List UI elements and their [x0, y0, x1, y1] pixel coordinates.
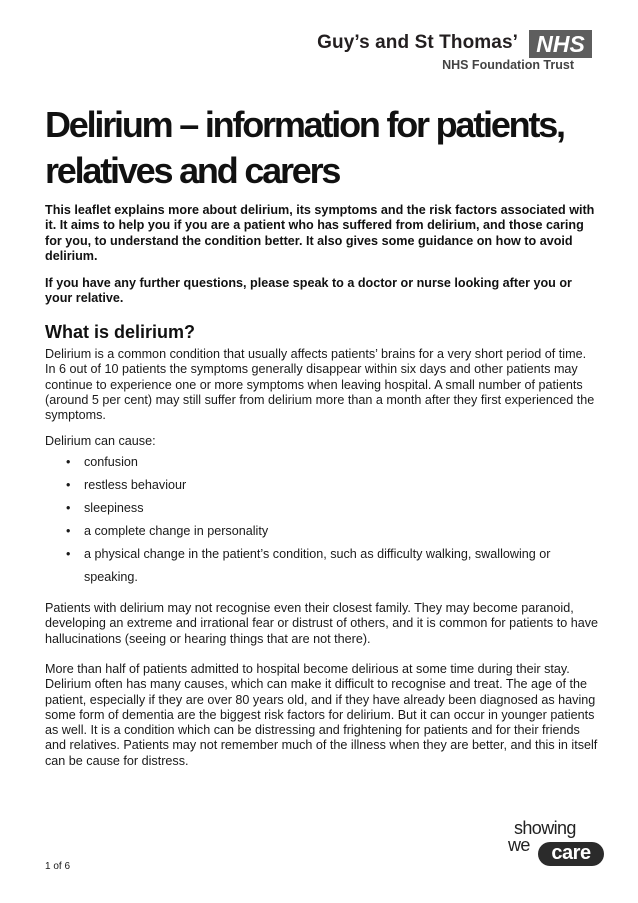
page-title: Delirium – information for patients, relatives and carers [45, 104, 564, 191]
list-item-text: sleepiness [84, 501, 144, 515]
list-item-text: confusion [84, 455, 138, 469]
page-number: 1 of 6 [45, 861, 71, 872]
body-paragraph: More than half of patients admitted to hospital become delirious at some time during their stay. Delirium often has many causes, which can make it difficult to recognise and treat. The age of the patient, especially if they are over 80 years old, and if they have already been diagnosed as having some form of dementia are the biggest risk factors for delirium. But it can occur in younger patients as well. It is a condition which can be distressing and frightening for patients and for their friends and relatives. Patients may not remember much of the illness when they are better, and this in itself can be cause for distress. [45, 662, 598, 768]
body-paragraph: Delirium is a common condition that usually affects patients’ brains for a very short period of time. In 6 out of 10 patients the symptoms generally disappear within six days and other patients may continue to experience one or more symptoms when leaving hospital. A small number of patients (around 5 per cent) may still suffer from delirium more than a month after they first experienced the symptoms. [45, 347, 595, 423]
bullet-icon: • [66, 501, 71, 515]
bullet-icon: • [66, 478, 71, 492]
trust-subtitle: NHS Foundation Trust [442, 58, 574, 72]
nhs-logo-badge: NHS [529, 30, 592, 58]
body-paragraph: Patients with delirium may not recognise even their closest family. They may become paranoid, developing an extreme and irrational fear or distrust of others, and it is common for patients to have hallucinations (seeing or hearing things that are not there). [45, 601, 599, 646]
list-item [45, 543, 600, 589]
bullet-icon: • [66, 455, 71, 469]
list-item-text: restless behaviour [84, 478, 187, 492]
logo-text-showing: showing [514, 818, 576, 838]
trust-name: Guy’s and St Thomas’ [317, 32, 518, 53]
list-item [45, 520, 600, 543]
section-heading: What is delirium? [45, 322, 196, 342]
list-item-text: a physical change in the patient’s condition, such as difficulty walking, swallowing or speaking. [84, 547, 551, 584]
trust-logo [292, 30, 592, 80]
list-intro: Delirium can cause: [45, 434, 156, 448]
list-item [45, 474, 600, 497]
bullet-icon: • [66, 547, 71, 561]
intro-questions-paragraph: If you have any further questions, please speak to a doctor or nurse looking after you or your relative. [45, 276, 572, 306]
symptom-list [45, 451, 600, 589]
logo-text-we: we [508, 835, 530, 855]
logo-text-care: care [538, 842, 604, 866]
list-item-text: a complete change in personality [84, 524, 269, 538]
showing-we-care-logo [508, 818, 608, 872]
list-item [45, 497, 600, 520]
bullet-icon: • [66, 524, 71, 538]
list-item [45, 451, 600, 474]
intro-paragraph: This leaflet explains more about delirium, its symptoms and the risk factors associated with it. It aims to help you if you are a patient who has suffered from delirium, and those caring for you, to understand the condition better. It also gives some guidance on how to avoid delirium. [45, 203, 595, 264]
